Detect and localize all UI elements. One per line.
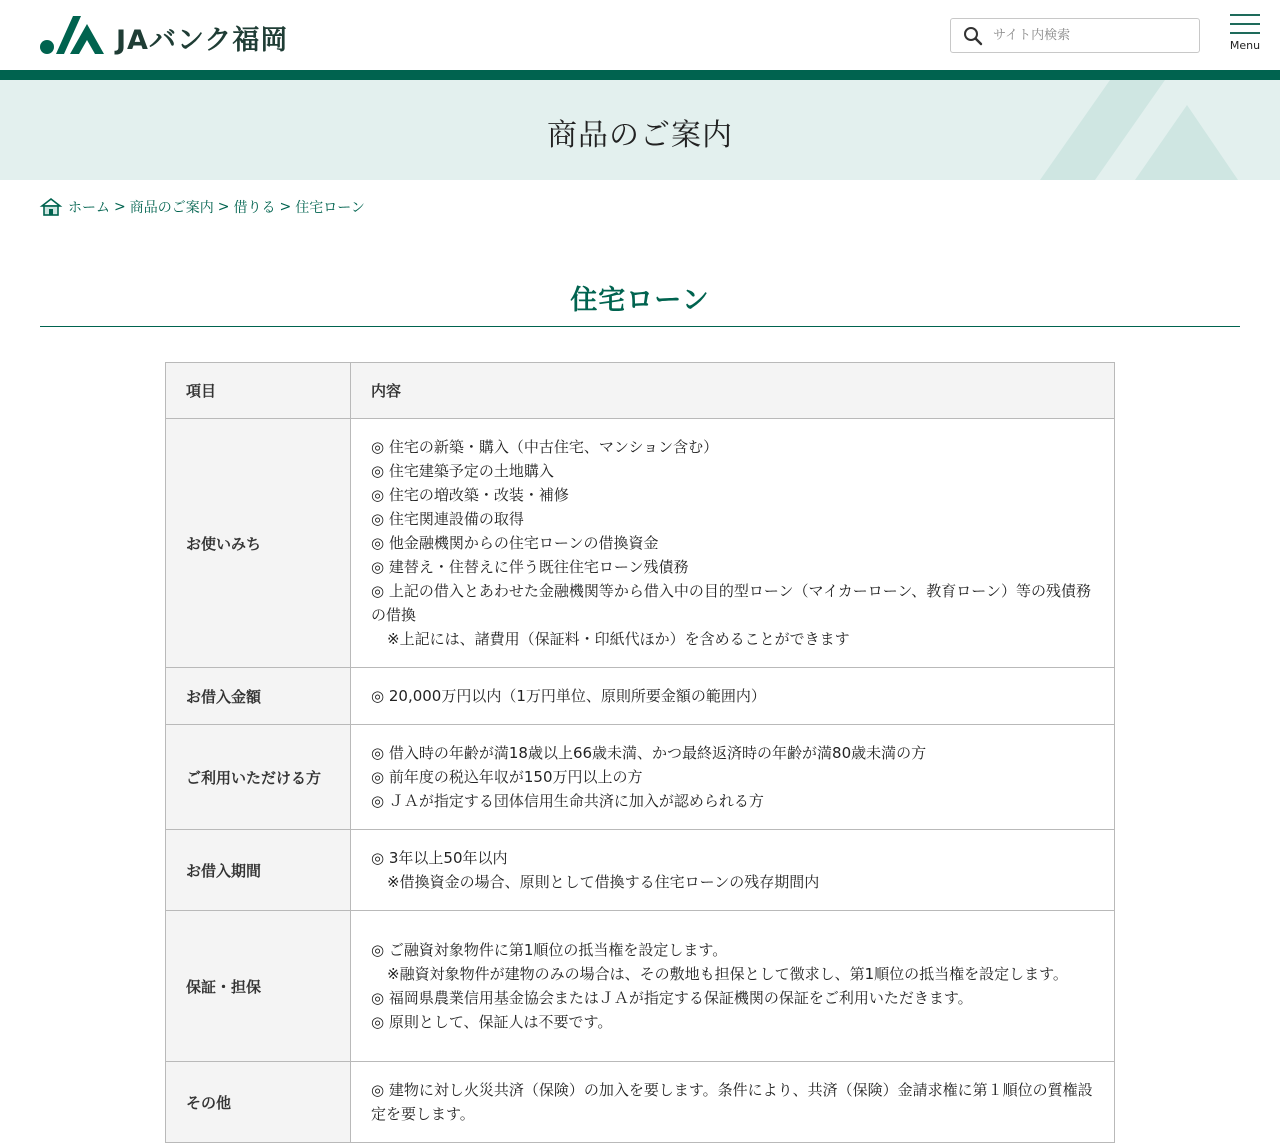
row-label-usage: お使いみち [166, 419, 351, 668]
hamburger-icon [1230, 14, 1260, 16]
menu-label: Menu [1229, 39, 1261, 52]
breadcrumb-separator: > [279, 199, 292, 215]
table-header-row [166, 363, 1115, 419]
header-accent-band [0, 70, 1280, 80]
breadcrumb [40, 196, 365, 218]
table-header-item: 項目 [166, 363, 351, 419]
site-logo[interactable] [40, 14, 288, 56]
menu-button[interactable] [1226, 14, 1264, 56]
heading-divider [40, 326, 1240, 327]
loan-info-table [165, 362, 1115, 1143]
page-title: 住宅ローン [570, 285, 710, 316]
breadcrumb-home-link[interactable]: ホーム [68, 200, 110, 216]
breadcrumb-separator: > [217, 199, 230, 215]
row-content-other: ◎ 建物に対し火災共済（保険）の加入を要します。条件により、共済（保険）金請求権に第１順位の質権設定を要します。 [351, 1062, 1115, 1143]
hero-title: 商品のご案内 [547, 118, 733, 153]
row-content-amount: ◎ 20,000万円以内（1万円単位、原則所要金額の範囲内） [351, 668, 1115, 725]
table-row [166, 725, 1115, 830]
site-search[interactable] [950, 18, 1200, 53]
search-icon[interactable] [963, 26, 983, 46]
site-header [0, 0, 1280, 70]
row-label-term: お借入期間 [166, 830, 351, 911]
table-header-content: 内容 [351, 363, 1115, 419]
logo-text: JAバンク福岡 [116, 25, 289, 56]
row-content-term: ◎ 3年以上50年以内 ※借換資金の場合、原則として借換する住宅ローンの残存期間内 [351, 830, 1115, 911]
row-label-other: その他 [166, 1062, 351, 1143]
row-content-usage: ◎ 住宅の新築・購入（中古住宅、マンション含む） ◎ 住宅建築予定の土地購入 ◎ 住宅の増改築・改装・補修 ◎ 住宅関連設備の取得 ◎ 他金融機関からの住宅ローンの借換資金 ◎ 建替え・住替えに伴う既往住宅ローン残債務 ◎ 上記の借入とあわせた金融機関等から借入中の目的型ローン（マイカーローン、教育ローン）等の残債務の借換 ※上記には、諸費用（保証料・印紙代ほか）を含めることができます [351, 419, 1115, 668]
table-row [166, 419, 1115, 668]
table-row [166, 911, 1115, 1062]
ja-logo-icon [40, 14, 104, 56]
hero-banner [0, 80, 1280, 180]
row-content-guarantee: ◎ ご融資対象物件に第1順位の抵当権を設定します。 ※融資対象物件が建物のみの場合は、その敷地も担保として徴求し、第1順位の抵当権を設定します。 ◎ 福岡県農業信用基金協会またはＪＡが指定する保証機関の保証をご利用いただきます。 ◎ 原則として、保証人は不要です。 [351, 911, 1115, 1062]
breadcrumb-borrow-link[interactable]: 借りる [233, 200, 276, 216]
row-label-amount: お借入金額 [166, 668, 351, 725]
breadcrumb-housing-loan-link[interactable]: 住宅ローン [295, 200, 365, 216]
row-label-guarantee: 保証・担保 [166, 911, 351, 1062]
search-input[interactable] [993, 28, 1183, 43]
table-row [166, 830, 1115, 911]
table-row [166, 668, 1115, 725]
breadcrumb-products-link[interactable]: 商品のご案内 [129, 200, 214, 216]
home-icon [40, 196, 62, 218]
table-row [166, 1062, 1115, 1143]
row-content-eligibility: ◎ 借入時の年齢が満18歳以上66歳未満、かつ最終返済時の年齢が満80歳未満の方 ◎ 前年度の税込年収が150万円以上の方 ◎ ＪＡが指定する団体信用生命共済に加入が認められる方 [351, 725, 1115, 830]
breadcrumb-separator: > [114, 199, 126, 215]
row-label-eligibility: ご利用いただける方 [166, 725, 351, 830]
